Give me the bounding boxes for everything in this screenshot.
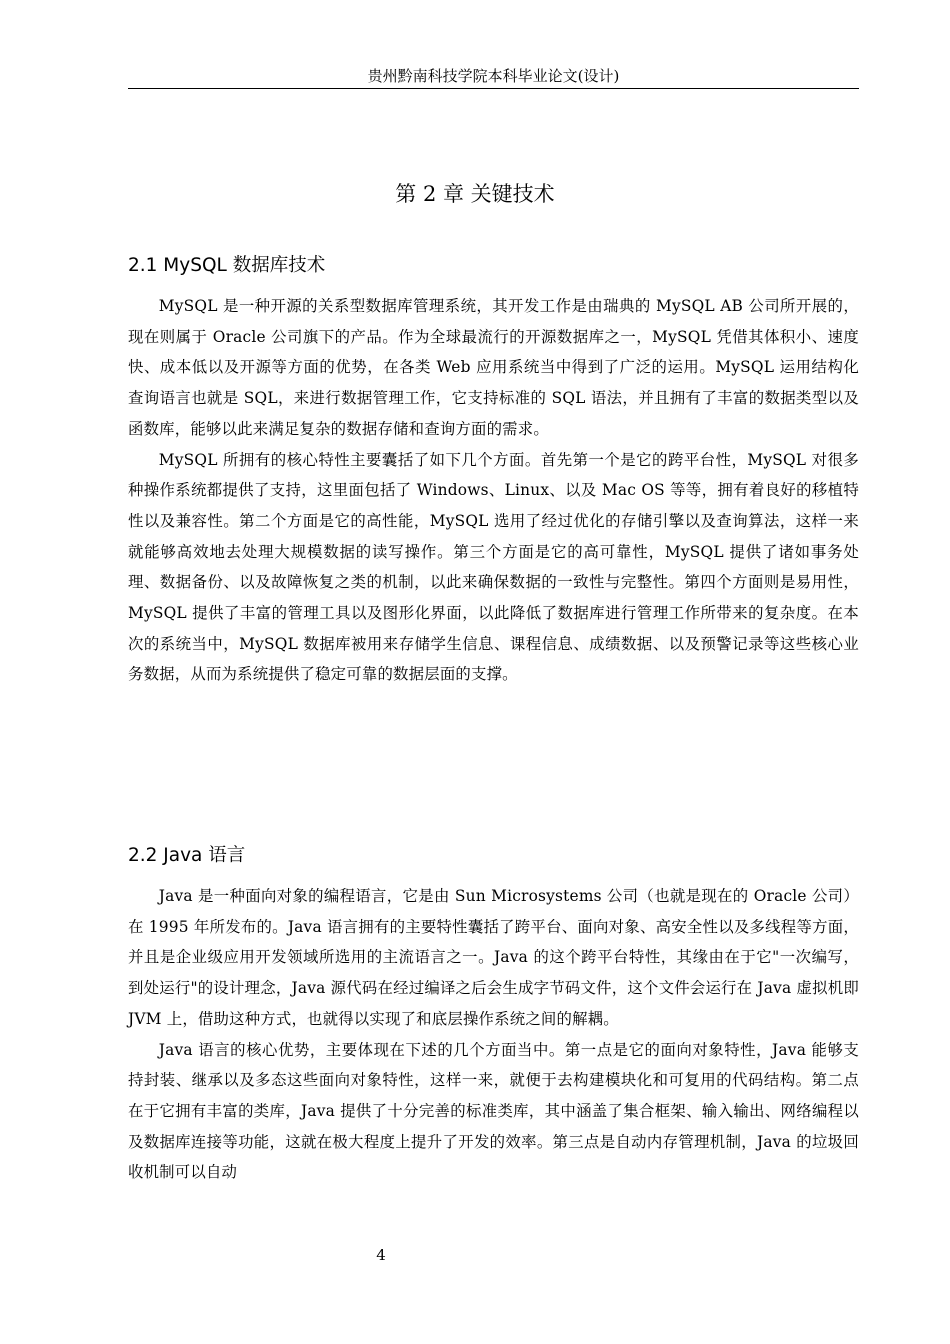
section-heading-2-1: 2.1 MySQL 数据库技术 [128,255,326,276]
section-heading-2-2: 2.2 Java 语言 [128,845,246,866]
page-header: 贵州黔南科技学院本科毕业论文(设计) [128,66,859,89]
paragraph: Java 是一种面向对象的编程语言，它是由 Sun Microsystems 公司（也就是现在的 Oracle 公司）在 1995 年所发布的。Java 语言拥有的主要特性囊括了跨平台、面向对象、高安全性以及多线程等方面，并且是企业级应用开发领域所选用的主流语言之一。Java 的这个跨平台特性，其缘由在于它"一次编写，到处运行"的设计理念，Java 源代码在经过编译之后会生成字节码文件，这个文件会运行在 Java 虚拟机即 JVM 上，借助这种方式，也就得以实现了和底层操作系统之间的解耦。 [128,887,859,1028]
section-body-2-1 [128,291,859,690]
paragraph: MySQL 所拥有的核心特性主要囊括了如下几个方面。首先第一个是它的跨平台性，MySQL 对很多种操作系统都提供了支持，这里面包括了 Windows、Linux、以及 Mac OS 等等，拥有着良好的移植特性以及兼容性。第二个方面是它的高性能，MySQL 选用了经过优化的存储引擎以及查询算法，这样一来就能够高效地去处理大规模数据的读写操作。第三个方面是它的高可靠性，MySQL 提供了诸如事务处理、数据备份、以及故障恢复之类的机制，以此来确保数据的一致性与完整性。第四个方面则是易用性，MySQL 提供了丰富的管理工具以及图形化界面，以此降低了数据库进行管理工作所带来的复杂度。在本次的系统当中，MySQL 数据库被用来存储学生信息、课程信息、成绩数据、以及预警记录等这些核心业务数据，从而为系统提供了稳定可靠的数据层面的支撑。 [128,450,859,684]
paragraph: Java 语言的核心优势，主要体现在下述的几个方面当中。第一点是它的面向对象特性，Java 能够支持封装、继承以及多态这些面向对象特性，这样一来，就便于去构建模块化和可复用的代码结构。第二点在于它拥有丰富的类库，Java 提供了十分完善的标准类库，其中涵盖了集合框架、输入输出、网络编程以及数据库连接等功能，这就在极大程度上提升了开发的效率。第三点是自动内存管理机制，Java 的垃圾回收机制可以自动 [128,1040,859,1182]
page-number: 4 [376,1246,386,1264]
paragraph: MySQL 是一种开源的关系型数据库管理系统，其开发工作是由瑞典的 MySQL AB 公司所开展的，现在则属于 Oracle 公司旗下的产品。作为全球最流行的开源数据库之一，MySQL 凭借其体积小、速度快、成本低以及开源等方面的优势，在各类 Web 应用系统当中得到了广泛的运用。MySQL 运用结构化查询语言也就是 SQL，来进行数据管理工作，它支持标准的 SQL 语法，并且拥有了丰富的数据类型以及函数库，能够以此来满足复杂的数据存储和查询方面的需求。 [128,297,859,438]
section-body-2-2 [128,881,859,1188]
chapter-title: 第 2 章 关键技术 [395,182,555,206]
